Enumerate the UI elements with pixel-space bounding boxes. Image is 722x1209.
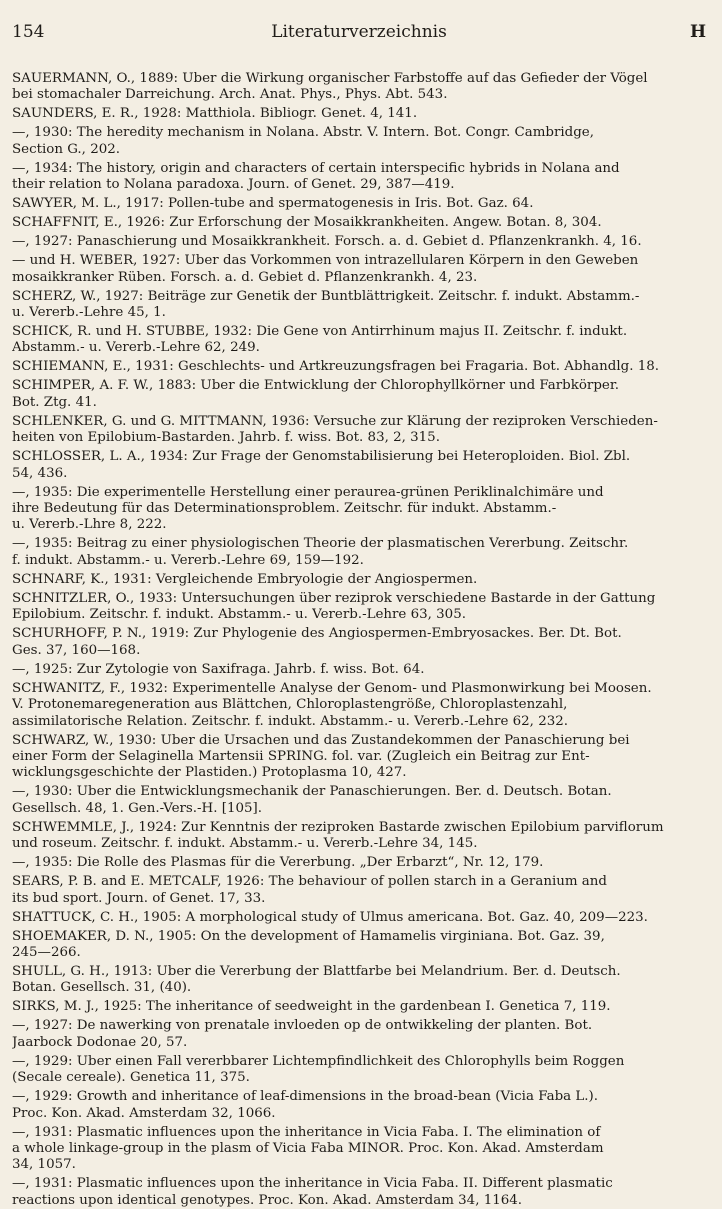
running-title: Literaturverzeichnis xyxy=(271,22,447,42)
entry-line: wicklungsgeschichte der Plastiden.) Protoplasma 10, 427. xyxy=(12,765,407,781)
bibliography-entry xyxy=(12,591,706,624)
entry-line: SCHICK, R. und H. STUBBE, 1932: Die Gene von Antirrhinum majus II. Zeitschr. f. indukt. xyxy=(12,324,628,340)
entry-line: SAWYER, M. L., 1917: Pollen-tube and spermatogenesis in Iris. Bot. Gaz. 64. xyxy=(12,196,534,212)
entry-line: und roseum. Zeitschr. f. indukt. Abstamm.- u. Vererb.-Lehre 34, 145. xyxy=(12,836,478,852)
bibliography-list xyxy=(12,71,706,1209)
entry-line: Abstamm.- u. Vererb.-Lehre 62, 249. xyxy=(12,340,260,356)
bibliography-entry xyxy=(12,234,706,250)
entry-line: —, 1927: De nawerking von prenatale invloeden op de ontwikkeling der planten. Bot. xyxy=(12,1018,593,1034)
entry-line: SAUERMANN, O., 1889: Über die Wirkung organischer Farbstoffe auf das Gefieder der Vögel xyxy=(12,71,648,86)
bibliography-entry xyxy=(12,106,706,122)
entry-line: SCHNITZLER, O., 1933: Untersuchungen über reziprok verschiedene Bastarde in der Gattung xyxy=(12,590,656,606)
entry-line: SCHWARZ, W., 1930: Über die Ursachen und das Zustandekommen der Panaschierung bei xyxy=(12,732,630,748)
entry-line: Gesellsch. 48, 1. Gen.-Vers.-H. [105]. xyxy=(12,800,263,816)
entry-line: Ges. 37, 160—168. xyxy=(12,642,141,658)
entry-line: SCHIEMANN, E., 1931: Geschlechts- und Artkreuzungsfragen bei Fragaria. Bot. Abhandlg. 18. xyxy=(12,359,660,375)
entry-line: SIRKS, M. J., 1925: The inheritance of seedweight in the gardenbean I. Genetica 7, 119. xyxy=(12,999,611,1015)
entry-line: SCHERZ, W., 1927: Beiträge zur Genetik der Buntblättrigkeit. Zeitschr. f. indukt. Abstamm.- xyxy=(12,288,640,304)
entry-line: —, 1929: Über einen Fall vererbbarer Lichtempfindlichkeit des Chlorophylls beim Roggen xyxy=(12,1053,625,1069)
bibliography-entry xyxy=(12,1018,706,1051)
bibliography-entry xyxy=(12,324,706,357)
entry-line: ihre Bedeutung für das Determinationsproblem. Zeitschr. für indukt. Abstamm.- xyxy=(12,501,557,517)
entry-line: —, 1929: Growth and inheritance of leaf-dimensions in the broad-bean (Vicia Faba L.). xyxy=(12,1089,599,1105)
entry-line: —, 1934: The history, origin and characters of certain interspecific hybrids in Nolana and xyxy=(12,160,620,176)
entry-line: 245—266. xyxy=(12,944,81,960)
entry-line: SCHAFFNIT, E., 1926: Zur Erforschung der Mosaikkrankheiten. Angew. Botan. 8, 304. xyxy=(12,215,602,231)
entry-line: SCHLÖSSER, L. A., 1934: Zur Frage der Genomstabilisierung bei Heteroploiden. Biol. Zbl. xyxy=(12,449,631,465)
entry-line: — und H. WEBER, 1927: Über das Vorkommen von intrazellularen Körpern in den Geweben xyxy=(12,253,639,269)
entry-line: SCHWANITZ, F., 1932: Experimentelle Analyse der Genom- und Plasmonwirkung bei Moosen. xyxy=(12,680,652,696)
bibliography-entry xyxy=(12,1176,706,1209)
entry-line: —, 1930: Über die Entwicklungsmechanik der Panaschierungen. Ber. d. Deutsch. Botan. xyxy=(12,784,612,800)
bibliography-entry xyxy=(12,449,706,482)
bibliography-entry xyxy=(12,414,706,447)
entry-line: —, 1930: The heredity mechanism in Nolana. Abstr. V. Intern. Bot. Congr. Cambridge, xyxy=(12,125,594,141)
entry-line: Jaarbock Dodonae 20, 57. xyxy=(12,1034,188,1050)
entry-line: Section G., 202. xyxy=(12,141,121,157)
bibliography-entry xyxy=(12,733,706,782)
entry-line: V. Protonemaregeneration aus Blättchen, Chloroplastengröße, Chloroplastenzahl, xyxy=(12,697,568,713)
entry-line: —, 1931: Plasmatic influences upon the inheritance in Vicia Faba. I. The elimination of xyxy=(12,1124,601,1140)
entry-line: SCHIMPER, A. F. W., 1883: Über die Entwicklung der Chlorophyllkörner und Farbkörper. xyxy=(12,378,620,394)
entry-line: u. Vererb.-Lehre 45, 1. xyxy=(12,305,166,321)
entry-line: SHOEMAKER, D. N., 1905: On the development of Hamamelis virginiana. Bot. Gaz. 39, xyxy=(12,928,605,944)
entry-line: 34, 1057. xyxy=(12,1157,76,1173)
bibliography-entry xyxy=(12,820,706,853)
entry-line: SCHWEMMLE, J., 1924: Zur Kenntnis der reziproken Bastarde zwischen Epilobium parviflorum xyxy=(12,819,664,835)
entry-line: Proc. Kon. Akad. Amsterdam 32, 1066. xyxy=(12,1105,276,1121)
section-letter: H xyxy=(689,22,706,42)
entry-line: SCHÜRHOFF, P. N., 1919: Zur Phylogenie des Angiospermen-Embryosackes. Ber. Dt. Bot. xyxy=(12,626,622,642)
entry-line: a whole linkage-group in the plasm of Vicia Faba MINOR. Proc. Kon. Akad. Amsterdam xyxy=(12,1140,604,1156)
bibliography-entry xyxy=(12,626,706,659)
bibliography-entry xyxy=(12,253,706,286)
entry-line: SHATTUCK, C. H., 1905: A morphological study of Ulmus americana. Bot. Gaz. 40, 209—223. xyxy=(12,909,648,925)
bibliography-entry xyxy=(12,874,706,907)
page-header xyxy=(12,22,706,48)
bibliography-entry xyxy=(12,572,706,588)
bibliography-entry xyxy=(12,215,706,231)
entry-line: —, 1935: Die experimentelle Herstellung einer peraurea-grünen Periklinalchimäre und xyxy=(12,484,604,500)
entry-line: heiten von Epilobium-Bastarden. Jahrb. f. wiss. Bot. 83, 2, 315. xyxy=(12,430,440,446)
bibliography-entry xyxy=(12,161,706,194)
entry-line: u. Vererb.-Lhre 8, 222. xyxy=(12,517,167,533)
bibliography-entry xyxy=(12,125,706,158)
entry-line: —, 1935: Beitrag zu einer physiologischen Theorie der plasmatischen Vererbung. Zeitschr. xyxy=(12,536,629,552)
entry-line: mosaikkranker Rüben. Forsch. a. d. Gebiet d. Pflanzenkrankh. 4, 23. xyxy=(12,269,478,285)
entry-line: their relation to Nolana paradoxa. Journ. of Genet. 29, 387—419. xyxy=(12,177,455,193)
bibliography-entry xyxy=(12,910,706,926)
entry-line: Botan. Gesellsch. 31, (40). xyxy=(12,980,192,996)
bibliography-entry xyxy=(12,378,706,411)
entry-line: assimilatorische Relation. Zeitschr. f. indukt. Abstamm.- u. Vererb.-Lehre 62, 232. xyxy=(12,713,569,729)
entry-line: f. indukt. Abstamm.- u. Vererb.-Lehre 69, 159—192. xyxy=(12,552,364,568)
bibliography-entry xyxy=(12,289,706,322)
entry-line: its bud sport. Journ. of Genet. 17, 33. xyxy=(12,890,266,906)
bibliography-entry xyxy=(12,855,706,871)
entry-line: bei stomachaler Darreichung. Arch. Anat. Phys., Phys. Abt. 543. xyxy=(12,87,448,103)
entry-line: —, 1925: Zur Zytologie von Saxifraga. Jahrb. f. wiss. Bot. 64. xyxy=(12,661,425,677)
entry-line: —, 1935: Die Rolle des Plasmas für die Vererbung. „Der Erbarzt“, Nr. 12, 179. xyxy=(12,855,544,871)
entry-line: reactions upon identical genotypes. Proc. Kon. Akad. Amsterdam 34, 1164. xyxy=(12,1192,523,1208)
entry-line: einer Form der Selaginella Martensii SPRING. fol. var. (Zugleich ein Beitrag zur Ent- xyxy=(12,748,590,764)
bibliography-entry xyxy=(12,1089,706,1122)
bibliography-entry xyxy=(12,999,706,1015)
bibliography-entry xyxy=(12,929,706,962)
bibliography-entry xyxy=(12,1054,706,1087)
entry-line: Bot. Ztg. 41. xyxy=(12,394,97,410)
entry-line: —, 1927: Panaschierung und Mosaikkrankheit. Forsch. a. d. Gebiet d. Pflanzenkrankh. 4, 16. xyxy=(12,234,642,250)
bibliography-entry xyxy=(12,359,706,375)
page-number: 154 xyxy=(12,22,45,42)
bibliography-entry xyxy=(12,784,706,817)
entry-line: (Secale cereale). Genetica 11, 375. xyxy=(12,1070,250,1086)
bibliography-entry xyxy=(12,71,706,104)
entry-line: SCHNARF, K., 1931: Vergleichende Embryologie der Angiospermen. xyxy=(12,571,478,587)
bibliography-entry xyxy=(12,196,706,212)
entry-line: Epilobium. Zeitschr. f. indukt. Abstamm.- u. Vererb.-Lehre 63, 305. xyxy=(12,607,466,623)
bibliography-entry xyxy=(12,681,706,730)
bibliography-entry xyxy=(12,536,706,569)
bibliography-entry xyxy=(12,964,706,997)
bibliography-entry xyxy=(12,1125,706,1174)
entry-line: 54, 436. xyxy=(12,465,68,481)
entry-line: —, 1931: Plasmatic influences upon the inheritance in Vicia Faba. II. Different plasmatic xyxy=(12,1176,613,1192)
entry-line: SCHLENKER, G. und G. MITTMANN, 1936: Versuche zur Klärung der reziproken Verschieden- xyxy=(12,413,658,429)
bibliography-entry xyxy=(12,662,706,678)
bibliography-entry xyxy=(12,485,706,534)
entry-line: SAUNDERS, E. R., 1928: Matthiola. Bibliogr. Genet. 4, 141. xyxy=(12,106,418,122)
entry-line: SHULL, G. H., 1913: Über die Vererbung der Blattfarbe bei Melandrium. Ber. d. Deutsch. xyxy=(12,963,621,979)
entry-line: SEARS, P. B. and E. METCALF, 1926: The behaviour of pollen starch in a Geranium and xyxy=(12,874,607,890)
